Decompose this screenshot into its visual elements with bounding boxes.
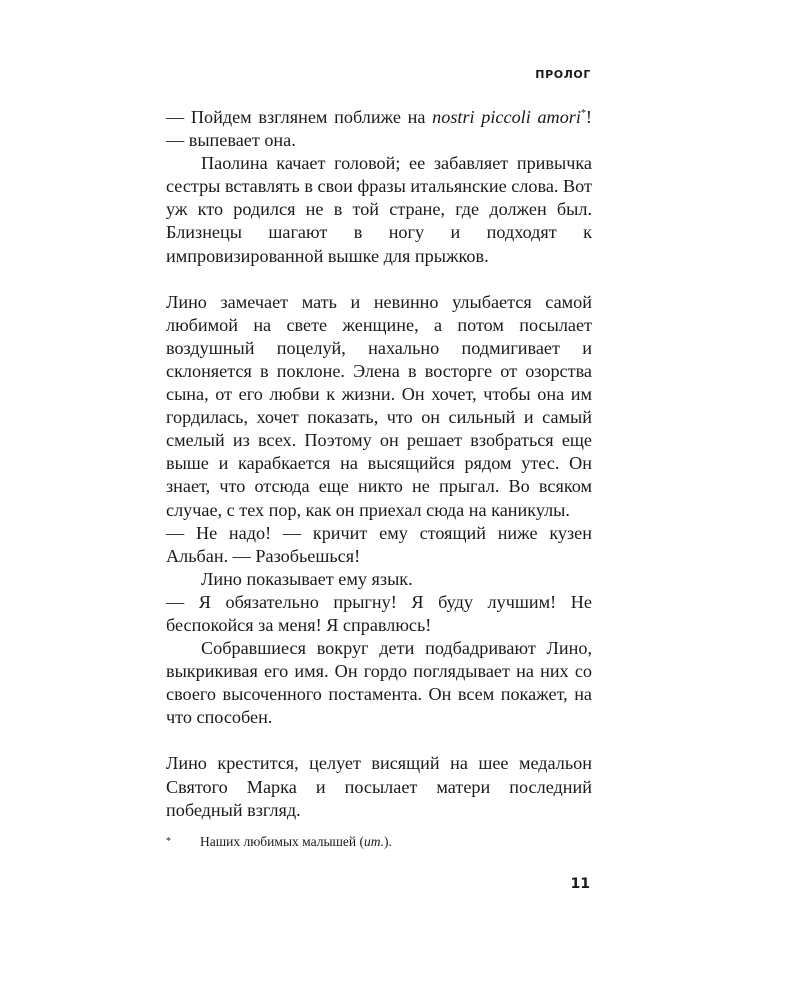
running-head: ПРОЛОГ — [535, 68, 591, 81]
italian-phrase: nostri piccoli amori — [432, 107, 581, 127]
footnote-text-end: ). — [384, 834, 392, 849]
paragraph-8: Лино крестится, целует висящий на шее медальон Святого Марка и посылает матери последний победный взгляд. — [166, 753, 592, 820]
paragraph-dialogue-3: — Я обязательно прыгну! Я буду лучшим! Не беспокойся за меня! Я справлюсь! — [166, 591, 592, 635]
paragraph-dialogue-1 — [166, 106, 592, 152]
footnote-mark: * — [166, 836, 171, 847]
page-number: 11 — [570, 876, 590, 892]
footnote-text-italic: ит. — [364, 834, 385, 849]
paragraph-5: Лино показывает ему язык. — [201, 568, 413, 589]
paragraph-dialogue-2: — Не надо! — кричит ему стоящий ниже кузен Альбан. — Разобьешься! — [166, 522, 592, 566]
paragraph-2: Паолина качает головой; ее забавляет привычка сестры вставлять в свои фразы итальянские слова. Вот уж кто родился не в той стране, где должен был. Близнецы шагают в ногу и подходят к импровизированной вышке для прыжков. — [166, 153, 592, 266]
section-break — [166, 729, 592, 752]
footnote — [166, 833, 592, 851]
dialogue-1-end: ! — выпевает она. — [166, 107, 592, 151]
paragraph-7: Собравшиеся вокруг дети подбадривают Лино, выкрикивая его имя. Он гордо поглядывает на них со своего высоченного постамента. Он всем покажет, на что способен. — [166, 638, 592, 728]
footnote-text-start: Наших любимых малышей ( — [200, 834, 364, 849]
body-text — [166, 106, 592, 822]
section-break — [166, 268, 592, 291]
dialogue-1-start: — Пойдем взглянем поближе на — [166, 107, 433, 127]
footnote-reference: * — [580, 107, 586, 119]
paragraph-3: Лино замечает мать и невинно улыбается самой любимой на свете женщине, а потом посылает воздушный поцелуй, нахально подмигивает и склоняется в поклоне. Элена в восторге от озорства сына, от его любви к жизни. Он хочет, чтобы она им гордилась, хочет показать, что он сильный и самый смелый из всех. Поэтому он решает взобраться еще выше и карабкается на высящийся рядом утес. Он знает, что отсюда еще никто не прыгал. Во всяком случае, с тех пор, как он приехал сюда на каникулы. — [166, 291, 592, 520]
